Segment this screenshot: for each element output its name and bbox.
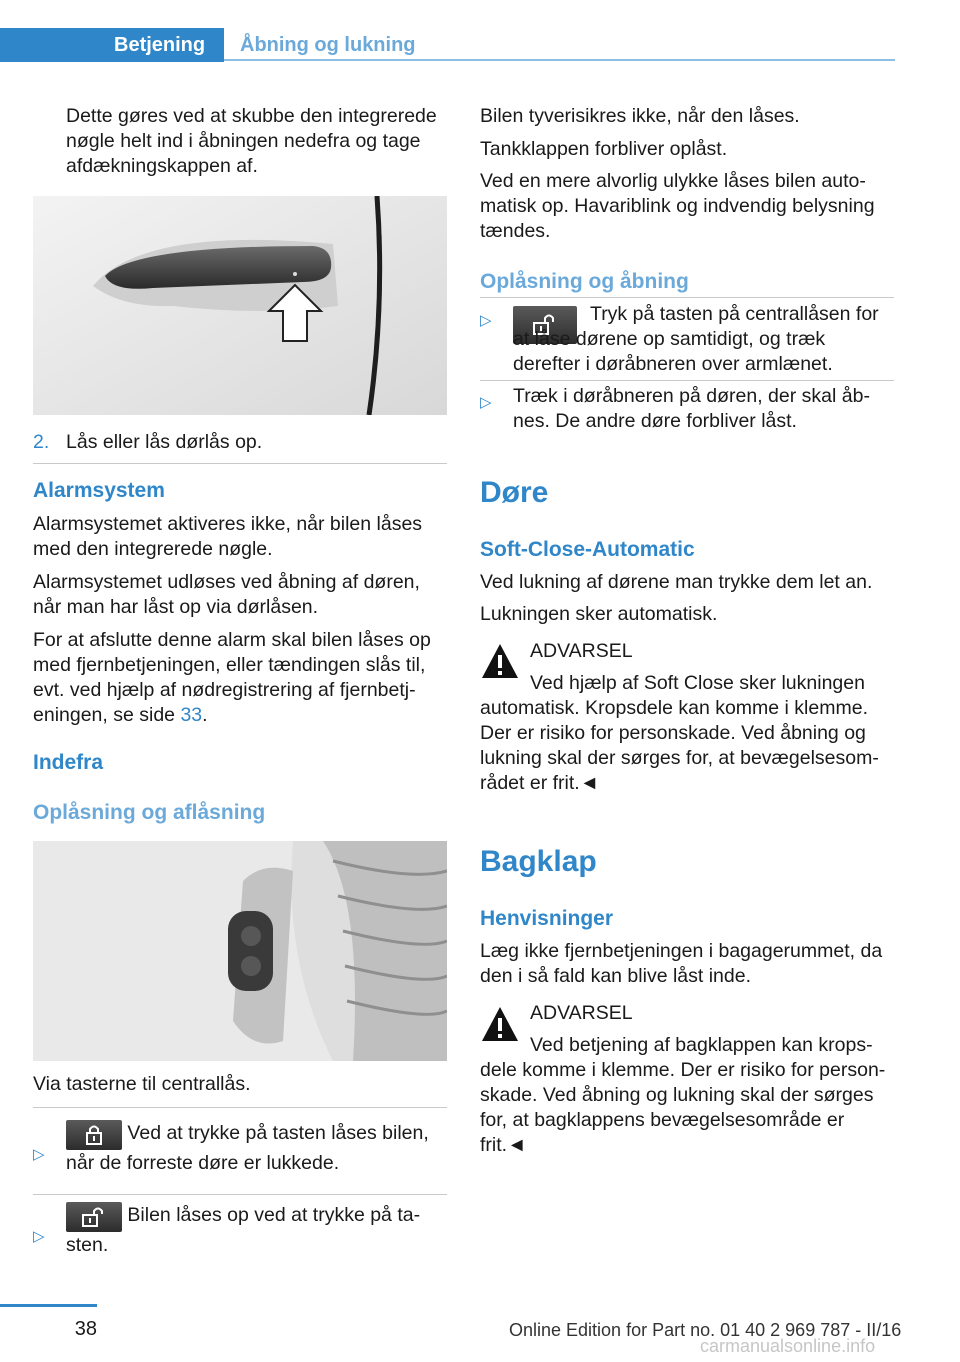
bullet-triangle: ▷ xyxy=(33,1228,45,1245)
warning-2-title: ADVARSEL xyxy=(530,1002,633,1024)
watermark-text: carmanualsonline.info xyxy=(700,1336,876,1356)
unlock-divider-1 xyxy=(480,297,894,298)
alarm-paragraph-3-text: For at afslutte denne alarm skal bilen låses op med fjernbetjeningen, eller tændingen slås til, evt. ved hjælp af nødregistrering af fjernbetjeningen, se side xyxy=(33,629,431,726)
intro-text: Dette gøres ved at skubbe den integrerede nøgle helt ind i åbningen nedefra og tage afdækningskappen af. xyxy=(66,105,437,177)
bullet-triangle: ▷ xyxy=(480,312,492,329)
warning-1-title: ADVARSEL xyxy=(530,640,633,662)
alarm-paragraph-3-end: . xyxy=(202,704,208,726)
page-number: 38 xyxy=(74,1318,97,1340)
list-divider-1 xyxy=(33,1107,447,1108)
softclose-paragraph-1: Ved lukning af dørene man trykke dem let an. xyxy=(480,571,873,593)
right-paragraph-3: Ved en mere alvorlig ulykke låses bilen automatisk op. Havariblink og indvendig belysning tændes. xyxy=(480,170,875,242)
alarm-heading: Alarmsystem xyxy=(33,479,165,502)
warning-2-text: Ved betjening af bagklappen kan kropsdele komme i klemme. Der er risiko for personskade. Ved åbning og lukning skal der sørges for, at bagklappens bevægelsesområde er frit.◄ xyxy=(480,1034,886,1156)
subsection-tab: Åbning og lukning xyxy=(240,34,416,56)
page-ref-link[interactable]: 33 xyxy=(180,704,203,726)
notes-paragraph-1: Læg ikke fjernbetjeningen i bagagerummet, da den i så fald kan blive låst inde. xyxy=(480,940,883,987)
right-paragraph-1: Bilen tyverisikres ikke, når den låses. xyxy=(480,105,800,127)
lock-bullet-2 xyxy=(33,1202,447,1259)
right-paragraph-2: Tankklappen forbliver oplåst. xyxy=(480,138,728,160)
lock-heading: Oplåsning og aflåsning xyxy=(33,801,266,824)
softclose-paragraph-2: Lukningen sker automatisk. xyxy=(480,603,718,625)
interior-door-photo xyxy=(33,841,447,1061)
lock-bullet-1-text: Ved at trykke på tasten låses bilen, når de forreste døre er lukkede. xyxy=(66,1122,429,1174)
unlock-divider-2 xyxy=(480,380,894,381)
lock-bullet-1 xyxy=(33,1120,447,1177)
footer-rule xyxy=(0,1304,97,1307)
alarm-paragraph-1: Alarmsystemet aktiveres ikke, når bilen låses med den integrerede nøgle. xyxy=(33,513,423,560)
unlock-bullet-2: Træk i døråbneren på døren, der skal åbnes. De andre døre forbliver låst. xyxy=(513,385,870,432)
alarm-paragraph-3 xyxy=(33,628,447,728)
section-tab: Betjening xyxy=(0,28,224,62)
notes-heading: Henvisninger xyxy=(480,907,614,930)
via-text: Via tasterne til centrallås. xyxy=(33,1073,251,1095)
step-text: Lås eller lås dørlås op. xyxy=(66,431,263,453)
lock-bullet-2-text: Bilen låses op ved at trykke på tasten. xyxy=(66,1204,421,1256)
bullet-triangle: ▷ xyxy=(480,394,492,411)
indefra-heading: Indefra xyxy=(33,751,104,774)
edition-text: Online Edition for Part no. 01 40 2 969 787 - II/16 xyxy=(509,1320,902,1340)
warning-1-text: Ved hjælp af Soft Close sker lukningen automatisk. Kropsdele kan komme i klemme. Der er risiko for personskade. Ved åbning og lukning skal der sørges for, at bevægelsesområdet er frit.◄ xyxy=(480,672,879,794)
header-rule xyxy=(224,59,895,61)
step-number: 2. xyxy=(33,431,50,453)
unlock-bullet-1-text: Tryk på tasten på centrallåsen for at låse dørene op samtidigt, og træk derefter i døråbneren over armlænet. xyxy=(513,303,879,375)
unlock-heading: Oplåsning og åbning xyxy=(480,270,689,293)
softclose-heading: Soft-Close-Automatic xyxy=(480,538,695,561)
lock-button-icon xyxy=(66,1120,122,1150)
bullet-triangle: ▷ xyxy=(33,1146,45,1163)
doors-heading: Døre xyxy=(480,476,549,509)
step-divider xyxy=(33,463,447,464)
page-header xyxy=(0,28,895,62)
door-handle-photo xyxy=(33,196,447,415)
tailgate-heading: Bagklap xyxy=(480,845,597,878)
list-divider-2 xyxy=(33,1194,447,1195)
unlock-button-icon xyxy=(66,1202,122,1232)
alarm-paragraph-2: Alarmsystemet udløses ved åbning af døren, når man har låst op via dørlåsen. xyxy=(33,571,420,618)
